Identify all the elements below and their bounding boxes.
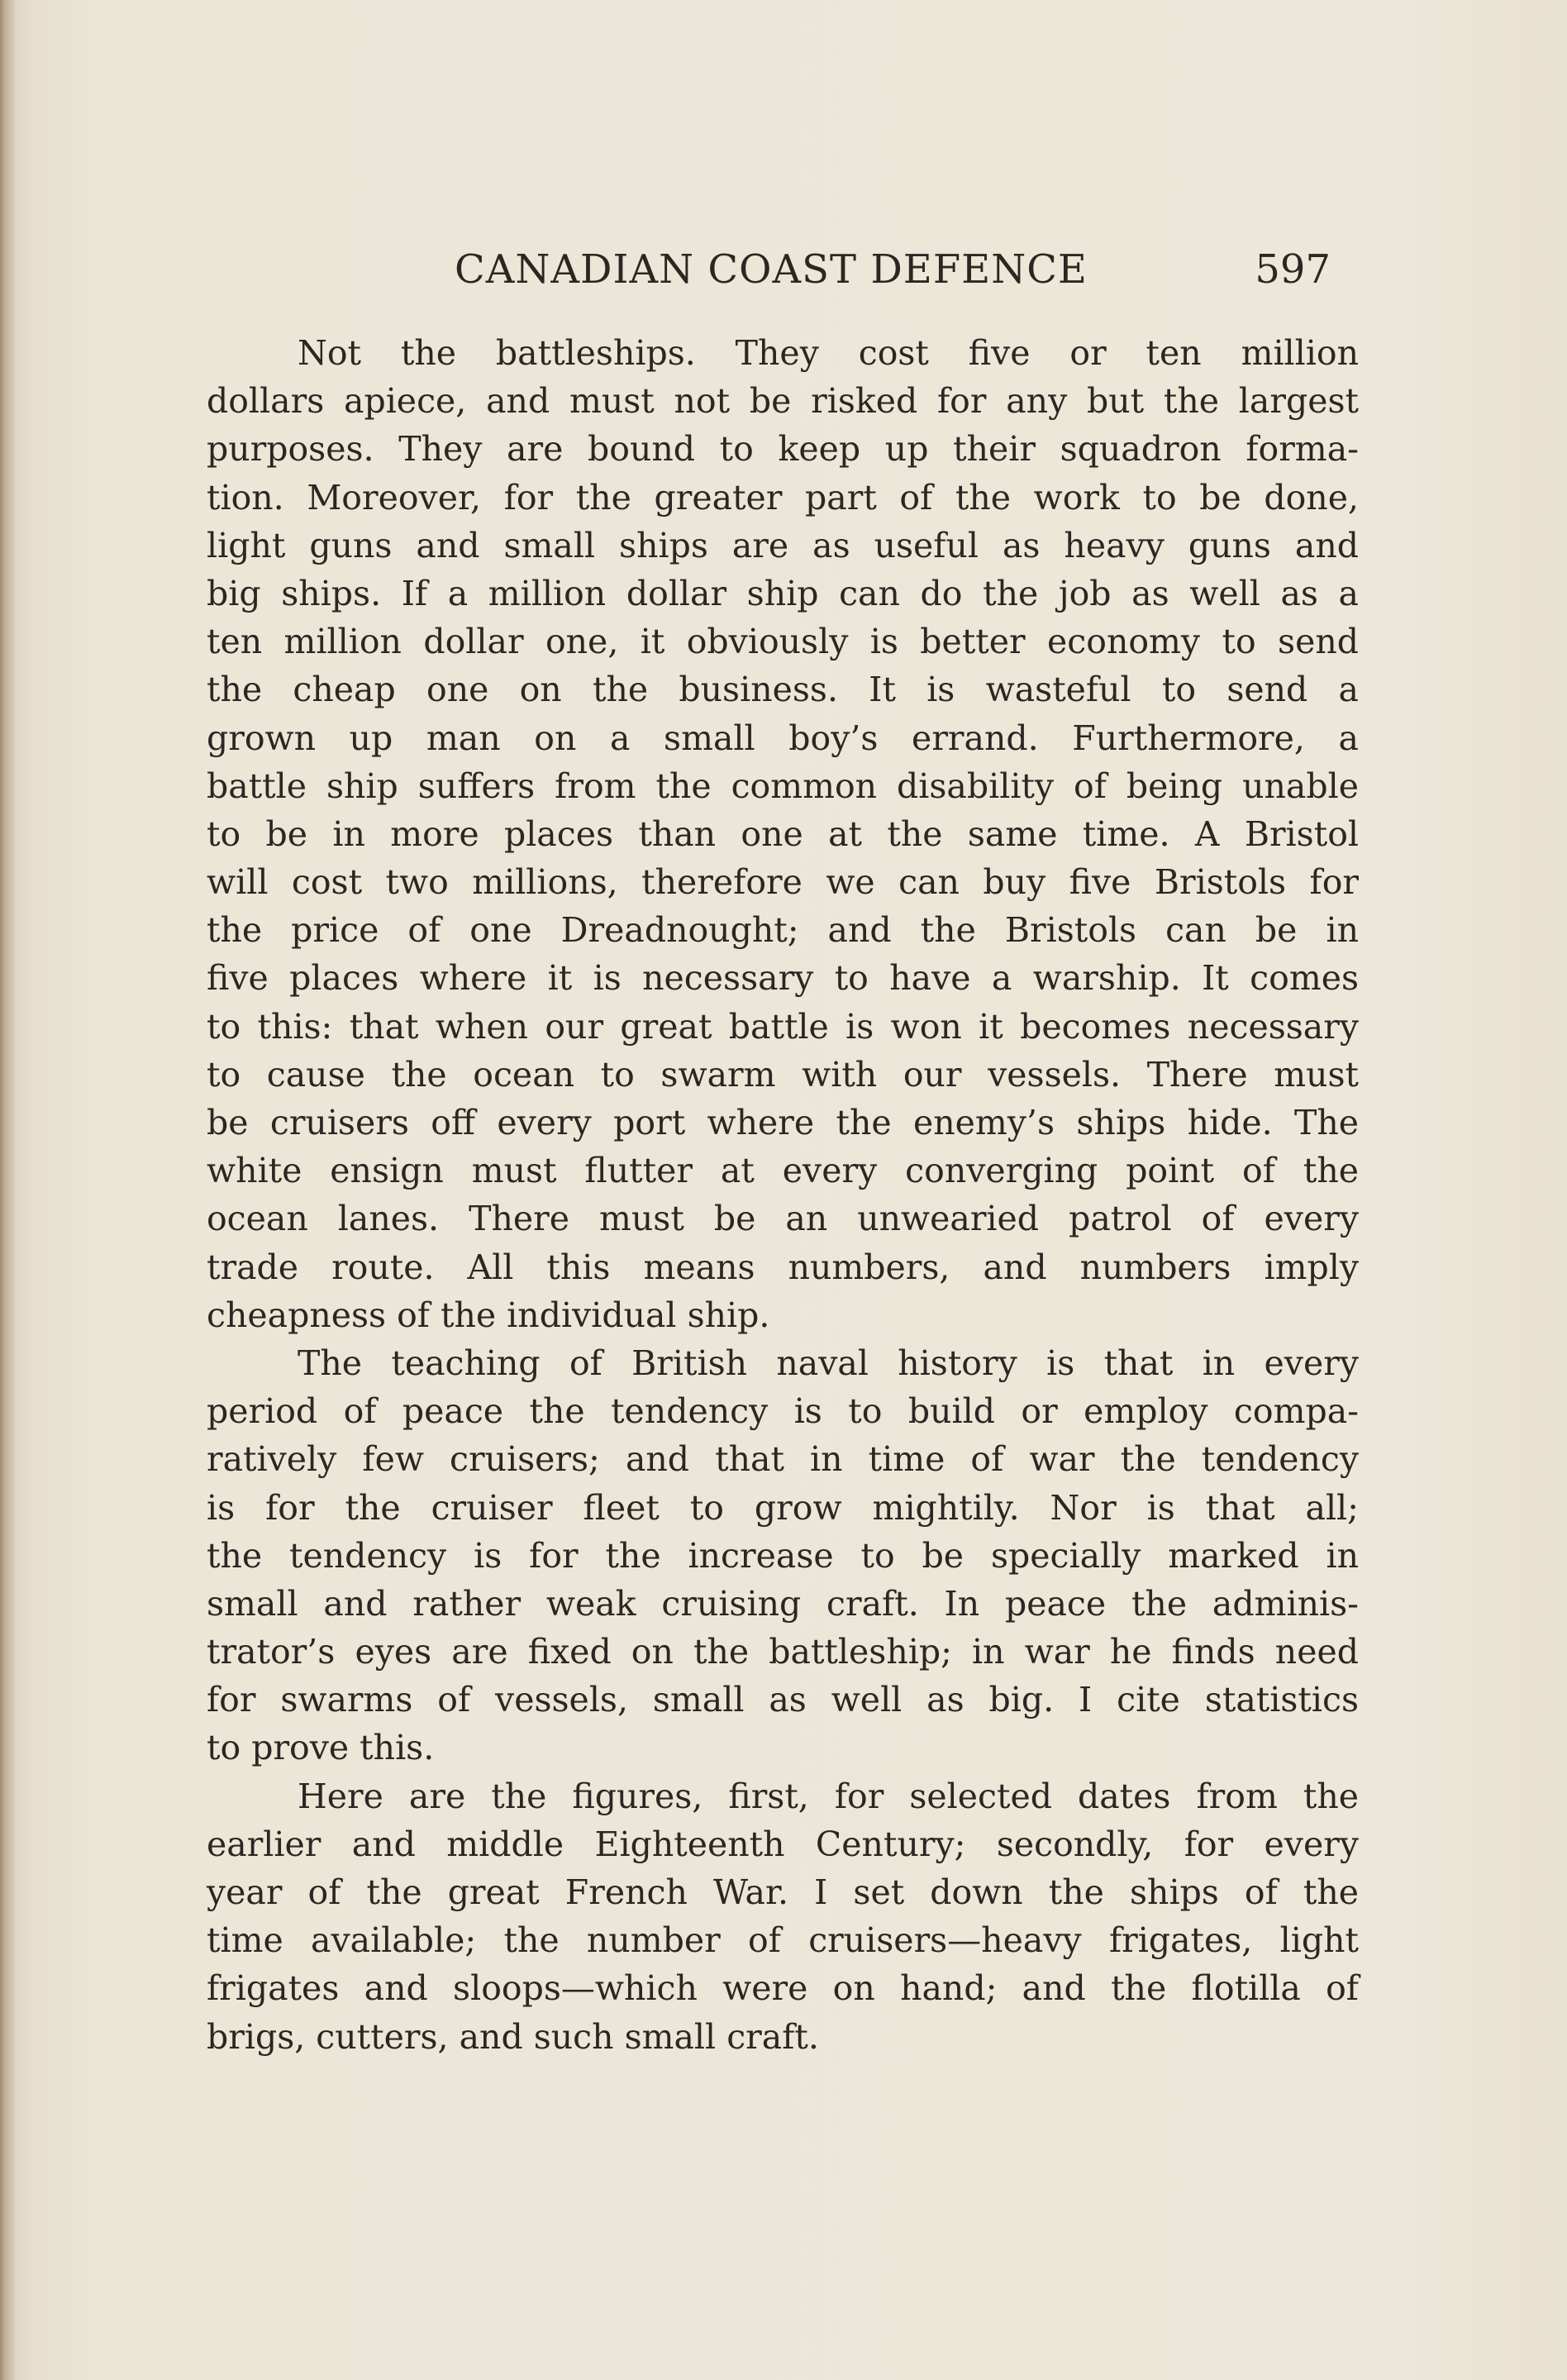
text-line: purposes. They are bound to keep up their squadron forma-	[207, 429, 1359, 470]
text-line: dollars apiece, and must not be risked for any but the largest	[207, 381, 1359, 422]
text-line: trade route. All this means numbers, and numbers imply	[207, 1247, 1359, 1287]
text-line: the tendency is for the increase to be specially marked in	[207, 1535, 1359, 1576]
text-line: The teaching of British naval history is that in every	[298, 1343, 1359, 1383]
text-line: tion. Moreover, for the greater part of the work to be done,	[207, 477, 1359, 517]
text-line: five places where it is necessary to have a warship. It comes	[207, 958, 1359, 999]
text-line: light guns and small ships are as useful as heavy guns and	[207, 525, 1359, 565]
text-line: Not the battleships. They cost five or ten million	[298, 333, 1359, 373]
text-line: white ensign must flutter at every converging point of the	[207, 1151, 1359, 1191]
text-line: Here are the figures, first, for selected dates from the	[298, 1776, 1359, 1816]
text-line: ratively few cruisers; and that in time of war the tendency	[207, 1439, 1359, 1480]
text-line: cheapness of the individual ship.	[207, 1295, 770, 1335]
text-line: grown up man on a small boy’s errand. Furthermore, a	[207, 718, 1359, 758]
text-line: year of the great French War. I set down the ships of the	[207, 1872, 1359, 1912]
text-line: brigs, cutters, and such small craft.	[207, 2016, 819, 2057]
text-line: ten million dollar one, it obviously is better economy to send	[207, 622, 1359, 662]
text-line: is for the cruiser fleet to grow mightily. Nor is that all;	[207, 1487, 1359, 1528]
text-line: will cost two millions, therefore we can buy five Bristols for	[207, 862, 1359, 903]
text-line: small and rather weak cruising craft. In peace the adminis-	[207, 1583, 1359, 1624]
text-line: to cause the ocean to swarm with our vessels. There must	[207, 1054, 1359, 1095]
text-line: the price of one Dreadnought; and the Bristols can be in	[207, 910, 1359, 951]
text-line: battle ship suffers from the common disability of being unable	[207, 766, 1359, 806]
text-line: big ships. If a million dollar ship can do the job as well as a	[207, 573, 1359, 613]
text-line: period of peace the tendency is to build or employ compa-	[207, 1391, 1359, 1432]
page-header	[207, 241, 1331, 299]
page-spine-edge	[0, 0, 15, 2380]
text-line: ocean lanes. There must be an unwearied patrol of every	[207, 1199, 1359, 1239]
text-line: time available; the number of cruisers—heavy frigates, light	[207, 1920, 1359, 1961]
text-line: to prove this.	[207, 1728, 435, 1768]
text-line: earlier and middle Eighteenth Century; secondly, for every	[207, 1824, 1359, 1864]
text-line: trator’s eyes are fixed on the battleship; in war he finds need	[207, 1632, 1359, 1672]
text-line: for swarms of vessels, small as well as big. I cite statistics	[207, 1680, 1359, 1720]
text-line: be cruisers off every port where the enemy’s ships hide. The	[207, 1103, 1359, 1142]
page-number: 597	[1255, 246, 1331, 293]
body-text	[207, 329, 1359, 2061]
running-title: CANADIAN COAST DEFENCE	[455, 246, 1088, 293]
text-line: the cheap one on the business. It is wasteful to send a	[207, 670, 1359, 710]
text-line: frigates and sloops—which were on hand; and the flotilla of	[207, 1968, 1359, 2009]
text-line: to this: that when our great battle is won it becomes necessary	[207, 1006, 1359, 1047]
text-line: to be in more places than one at the same time. A Bristol	[207, 813, 1359, 854]
